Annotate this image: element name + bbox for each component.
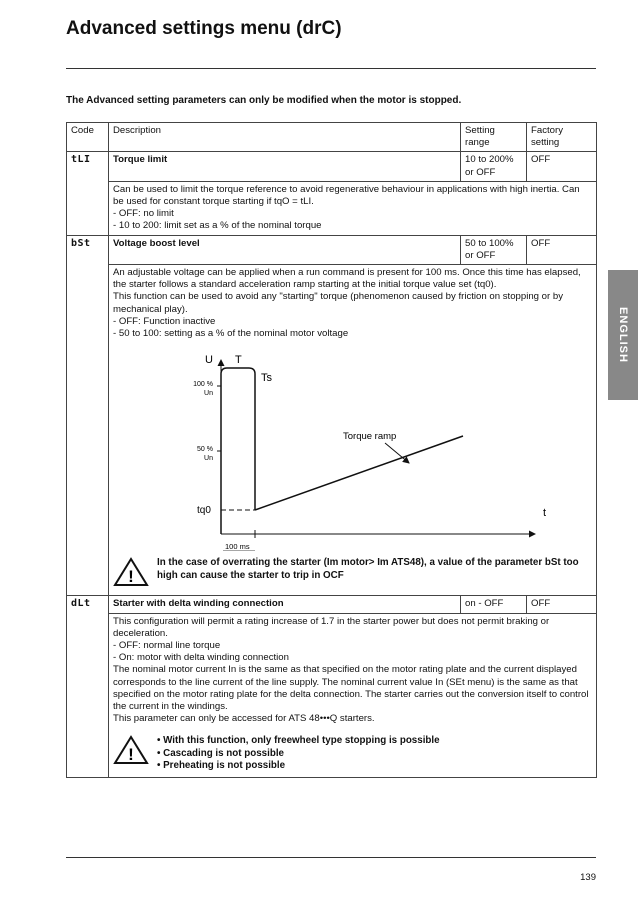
ramp-label: Torque ramp xyxy=(343,431,397,443)
warning-icon xyxy=(113,557,153,591)
svg-text:!: ! xyxy=(128,745,134,765)
language-tab-label: ENGLISH xyxy=(617,307,629,363)
range-tli: 10 to 200% or OFF xyxy=(461,152,527,181)
table-row xyxy=(67,613,597,777)
header-description: Description xyxy=(109,123,461,152)
tick-label-50-a: 50 % xyxy=(197,446,213,454)
table-row xyxy=(67,152,597,181)
boost-chart-svg xyxy=(113,346,583,551)
x-tick-label: 100 ms xyxy=(225,542,250,552)
boost-label: Ts xyxy=(261,372,272,385)
svg-text:!: ! xyxy=(128,567,134,587)
intro-text: The Advanced setting parameters can only be modified when the motor is stopped. xyxy=(66,95,462,106)
header-factory: Factory setting xyxy=(527,123,597,152)
warning-line: • Preheating is not possible xyxy=(157,760,286,772)
factory-bst: OFF xyxy=(527,235,597,264)
table-row xyxy=(67,181,597,235)
code-dlt: dLt xyxy=(67,596,109,778)
boost-chart xyxy=(113,346,592,551)
warning-text-dlt xyxy=(157,735,440,773)
range-dlt: on - OFF xyxy=(461,596,527,613)
name-bst: Voltage boost level xyxy=(109,235,461,264)
table-row xyxy=(67,235,597,264)
tick-label-50-b: Un xyxy=(204,455,213,463)
factory-dlt: OFF xyxy=(527,596,597,613)
body-tli: Can be used to limit the torque reference to avoid regenerative behaviour in applications with high inertia. Can be used for constant torque starting if tqO = tLI. - OFF: no limit - 10 to 200: limit set as a % of the nominal torque xyxy=(109,181,597,235)
range-bst: 50 to 100% or OFF xyxy=(461,235,527,264)
header-code: Code xyxy=(67,123,109,152)
boost-pulse-line xyxy=(221,368,255,534)
warning-line: • Cascading is not possible xyxy=(157,747,285,759)
language-tab[interactable] xyxy=(608,270,638,400)
tick-label-100-a: 100 % xyxy=(193,381,213,389)
name-dlt: Starter with delta winding connection xyxy=(109,596,461,613)
factory-tli: OFF xyxy=(527,152,597,181)
body-dlt: This configuration will permit a rating increase of 1.7 in the starter power but does not permit braking or deceleration. - OFF: normal line torque - On: motor with delta winding connection The nominal motor current In is the same as that specified on the motor rating plate and the current displayed corresponds to the line current of the line supply. The nominal current value In (SEt menu) is the same as that specified on the motor rating plate for the delta connection. The starter carries out the conversion itself to control the current in the windings. This parameter can only be accessed for ATS 48•••Q starters. xyxy=(113,615,589,725)
footer-rule xyxy=(66,857,596,858)
header-range: Setting range xyxy=(461,123,527,152)
torque-ramp-line xyxy=(255,436,463,510)
y-axis-label: U xyxy=(205,354,213,367)
x-axis-label: t xyxy=(543,507,547,520)
warning-icon xyxy=(113,735,153,769)
tick-label-tq0: tq0 xyxy=(197,505,211,517)
code-bst: bSt xyxy=(67,235,109,596)
table-header-row xyxy=(67,123,597,152)
pulse-label: T xyxy=(235,354,242,367)
title-rule xyxy=(66,68,596,69)
page-title: Advanced settings menu (drC) xyxy=(66,18,342,39)
body-cell-bst xyxy=(109,265,597,596)
body-cell-dlt xyxy=(109,613,597,777)
warning-block-bst xyxy=(113,557,592,591)
page-number: 139 xyxy=(580,872,596,883)
name-tli: Torque limit xyxy=(109,152,461,181)
warning-block-dlt xyxy=(113,735,592,773)
code-tli: tLI xyxy=(67,152,109,235)
body-bst: An adjustable voltage can be applied when a run command is present for 100 ms. Once this time has elapsed, the starter follows a standard acceleration ramp starting at the initial torque value set (tq0). This function can be used to avoid any "starting" torque (phenomenon caused by friction on stopping or by mechanical play). - OFF: Function inactive - 50 to 100: setting as a % of the nominal motor voltage xyxy=(113,267,581,340)
warning-line: • With this function, only freewheel type stopping is possible xyxy=(157,735,440,747)
table-row xyxy=(67,596,597,613)
table-row xyxy=(67,265,597,596)
tick-label-100-b: Un xyxy=(204,390,213,398)
warning-text-bst: In the case of overrating the starter (Im motor> Im ATS48), a value of the parameter bSt too high can cause the starter to trip in OCF xyxy=(157,557,579,581)
parameter-table xyxy=(66,122,597,778)
